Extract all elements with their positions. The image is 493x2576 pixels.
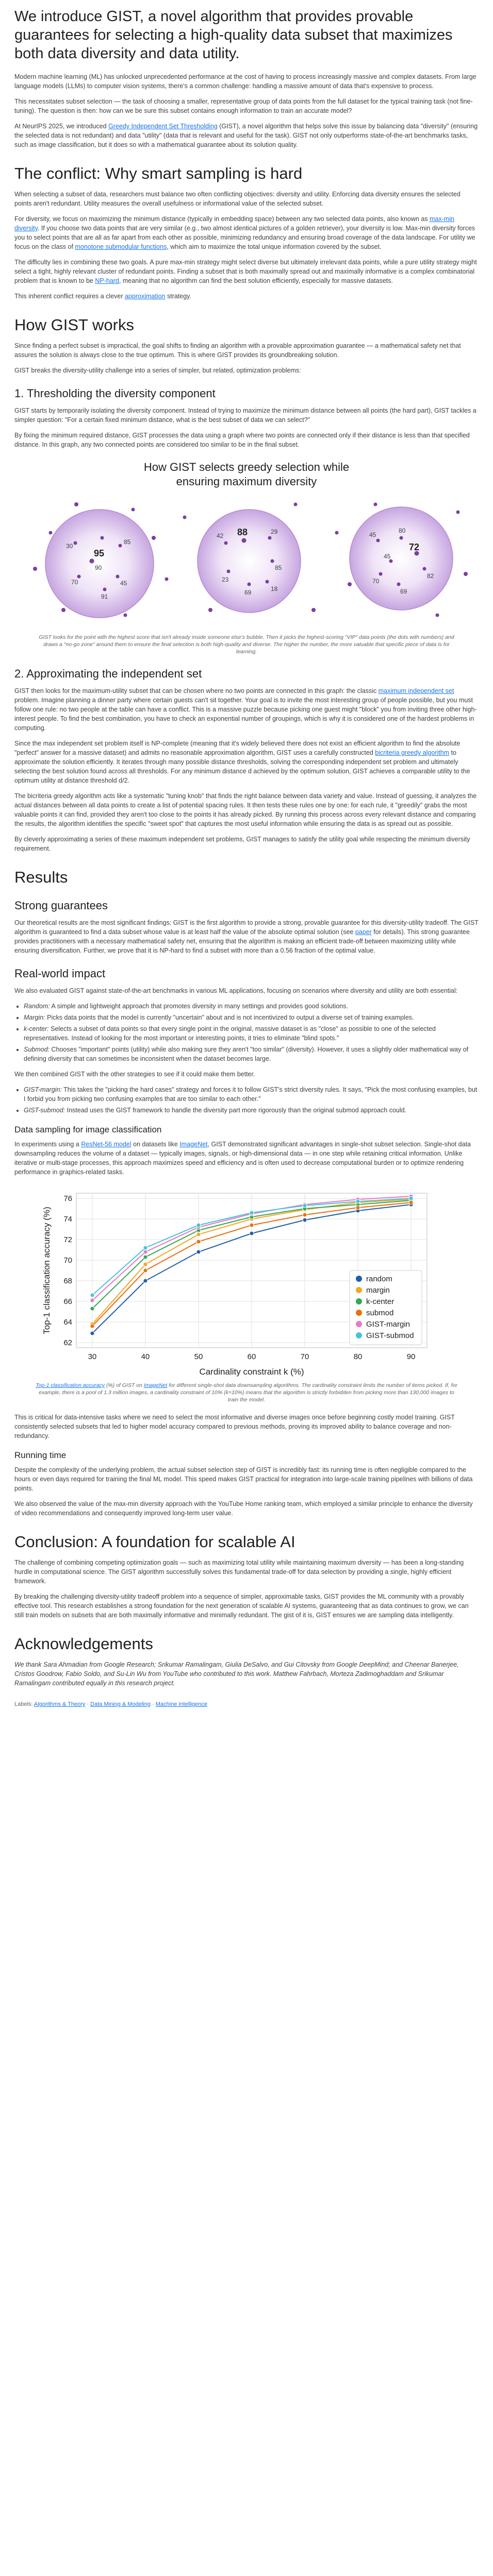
- selection-circle-1: [45, 510, 154, 618]
- legend-marker: [356, 1332, 362, 1338]
- score-label: 69: [244, 589, 252, 596]
- conflict-paragraph-4: [14, 292, 479, 301]
- top1-accuracy-link[interactable]: Top-1 classification accuracy: [36, 1382, 105, 1388]
- how-paragraph-1: Since finding a perfect subset is impractical, the goal shifts to finding an algorithm with a provable approximation guarantee — a mathematical safety net that assures the solution is always close to the true optimum. This is where GIST provides its groundbreaking solution.: [14, 342, 461, 359]
- x-tick-label: 50: [194, 1352, 203, 1361]
- score-label: 45: [120, 580, 127, 587]
- gist-selection-figure: [14, 455, 479, 655]
- gist-paper-link[interactable]: Greedy Independent Set Thresholding: [108, 123, 218, 130]
- figure-title-line-1: How GIST selects greedy selection while: [143, 461, 350, 473]
- image-classification-paragraph-2: This is critical for data-intensive tasks where we need to select the most informative and diverse images once before beginning costly model training. GIST consistently selected subsets that led to higher model accuracy compared to previous methods, proving its improved ability to balance coverage and non-redundancy.: [14, 1414, 455, 1439]
- submodular-functions-link[interactable]: monotone submodular functions: [75, 243, 167, 250]
- x-tick-label: 70: [300, 1352, 309, 1361]
- real-world-heading: Real-world impact: [14, 967, 106, 980]
- legend-label: k-center: [366, 1297, 395, 1306]
- how-paragraph-2: GIST breaks the diversity-utility challenge into a series of simpler, but related, optimization problems:: [14, 367, 301, 374]
- running-time-heading: Running time: [14, 1450, 67, 1460]
- score-label: 82: [427, 572, 434, 580]
- page-title: We introduce GIST, a novel algorithm that provides provable guarantees for selecting a high-quality data subset that maximizes both data diversity and data utility.: [14, 8, 453, 62]
- article: [14, 0, 479, 1728]
- score-label: 30: [66, 543, 73, 550]
- list-term: GIST-submod:: [24, 1107, 65, 1114]
- data-point: [90, 1307, 94, 1311]
- conflict-heading: The conflict: Why smart sampling is hard: [14, 164, 303, 182]
- bicriteria-greedy-link[interactable]: bicriteria greedy algorithm: [375, 749, 450, 756]
- legend-marker: [356, 1287, 362, 1293]
- score-label: 18: [271, 585, 278, 592]
- text-span: Our theoretical results are the most significant findings: GIST is the first algorithm to provide a strong, provable guarantee for this diversity-utility tradeoff. The GIST algorithm is guaranteed to find a data subset whose value is at least half the value of the absolute optimal solution (see: [14, 919, 479, 936]
- x-tick-label: 80: [353, 1352, 363, 1361]
- conclusion-paragraph-2: By breaking the challenging diversity-utility tradeoff problem into a sequence of simpler, approximable tasks, GIST provides the ML community with a provably effective tool. This research establishes a strong foundation for the next generation of scalable AI systems, guaranteeing that as data continues to grow, we can still train models on subsets that are both maximally informative and minimally redundant. The gist of it is, GIST ensures we are sampling data intelligently.: [14, 1593, 469, 1619]
- legend-marker: [356, 1276, 362, 1282]
- conclusion-paragraph-1: The challenge of combining competing optimization goals — such as maximizing total utility while maintaining maximum diversity — has been a long-standing hurdle in computational science. The GIST algorithm successfully solves this fundamental trade-off for data selection by providing a single, highly efficient framework.: [14, 1559, 464, 1585]
- list-term: Submod:: [24, 1046, 50, 1053]
- text-span: In experiments using a: [14, 1141, 81, 1148]
- text-span: for different single-shot data downsampling algorithms. The cardinality constraint limits the number of items picked. If, for example, there is a pool of 1.3 million images, a cardinality constraint of 10% (k=10%) means that the algorithm is strictly forbidden from picking more than 130,000 images to train the model.: [39, 1382, 457, 1403]
- accuracy-line-chart: [14, 1183, 479, 1379]
- legend-label: GIST-margin: [366, 1320, 410, 1329]
- data-point: [409, 1196, 413, 1200]
- score-label: 95: [94, 548, 105, 558]
- label-separator: ·: [150, 1701, 156, 1707]
- list-term: Random:: [24, 1003, 50, 1010]
- real-world-paragraph-1: We also evaluated GIST against state-of-the-art benchmarks in various ML applications, focusing on scenarios where diversity and utility are both essential:: [14, 987, 458, 994]
- step1-paragraph-2: By fixing the minimum required distance, GIST processes the data using a graph where two points are connected only if their distance is less than that specified distance. In this graph, any two connected points are considered too similar to be in the final subset.: [14, 432, 470, 448]
- x-tick-label: 90: [406, 1352, 416, 1361]
- running-time-paragraph-2: We also observed the value of the max-min diversity approach with the YouTube Home ranking team, which employed a similar principle to enhance the diversity of video recommendations and consequently improved long-term user value.: [14, 1500, 473, 1517]
- data-point: [143, 1246, 147, 1250]
- approximation-link[interactable]: approximation: [124, 293, 166, 300]
- x-tick-label: 30: [88, 1352, 97, 1361]
- gist-circles-illustration: [14, 455, 479, 631]
- list-text: Selects a subset of data points so that every single point in the original, massive dataset is as "close" as possible to one of the selected representatives. Instead of looking for the most important or interesting points, it tries to eliminate "blind spots.": [24, 1025, 436, 1042]
- intro-paragraph-1: Modern machine learning (ML) has unlocked unprecedented performance at the cost of having to process increasingly massive and complex datasets. From large language models (LLMs) to computer vision systems, there's a common challenge: handling a massive amount of data that's expensive to process.: [14, 73, 476, 90]
- score-label: 85: [275, 564, 282, 571]
- list-text: Picks data points that the model is currently "uncertain" about and is not incentivized to output a diverse set of training examples.: [45, 1014, 414, 1021]
- label-separator: ·: [85, 1701, 91, 1707]
- legend-label: submod: [366, 1309, 394, 1317]
- y-tick-label: 72: [63, 1235, 72, 1244]
- data-point: [409, 1200, 413, 1205]
- score-label: 88: [237, 527, 248, 537]
- text-span: GIST then looks for the maximum-utility subset that can be chosen where no two points are connected in this graph: the classic: [14, 687, 379, 694]
- resnet-link[interactable]: ResNet-56 model: [81, 1141, 132, 1148]
- data-point: [90, 1324, 94, 1328]
- accuracy-chart-figure: [14, 1183, 479, 1403]
- list-item: [24, 1106, 479, 1115]
- list-item: [24, 1013, 479, 1022]
- legend-marker: [356, 1321, 362, 1327]
- y-tick-label: 64: [63, 1318, 72, 1327]
- list-item: [24, 1045, 479, 1063]
- x-tick-label: 60: [247, 1352, 256, 1361]
- step1-heading: 1. Thresholding the diversity component: [14, 387, 216, 400]
- data-point: [250, 1211, 254, 1215]
- text-span: This inherent conflict requires a clever: [14, 293, 125, 300]
- data-point: [90, 1331, 94, 1335]
- text-span: strategy.: [165, 293, 191, 300]
- imagenet-link[interactable]: ImageNet: [179, 1141, 208, 1148]
- y-tick-label: 74: [63, 1215, 72, 1224]
- figure1-caption: GIST looks for the point with the highest score that isn't already inside someone else's bubble. Then it picks the highest-scoring "VIP" data points (the dots with numbers) and draws a "no-go zone" around them to ensure the final selection is both high-quality and diverse. The higher the number, the more valuable that specific piece of data is for learning.: [39, 634, 454, 655]
- score-label: 45: [384, 553, 391, 560]
- baseline-list: [14, 1002, 479, 1063]
- score-label: 85: [124, 538, 131, 546]
- running-time-paragraph-1: Despite the complexity of the underlying problem, the actual subset selection step of GIST is incredibly fast: its running time is often negligible compared to the hours or even days required for training the final ML model. This speed makes GIST practical for integration into large-scale training pipelines with billions of data points.: [14, 1466, 473, 1492]
- y-tick-label: 66: [63, 1297, 72, 1306]
- figure-title-line-2: ensuring maximum diversity: [176, 475, 317, 488]
- max-independent-set-link[interactable]: maximum independent set: [378, 687, 454, 694]
- data-point: [143, 1262, 147, 1266]
- y-tick-label: 62: [63, 1338, 72, 1347]
- data-point: [250, 1223, 254, 1227]
- np-hard-link[interactable]: NP-hard: [95, 277, 119, 284]
- legend-label: random: [366, 1275, 392, 1283]
- x-tick-label: 40: [141, 1352, 150, 1361]
- list-text: Chooses "important" points (utility) while also making sure they aren't "too similar" (diversity). However, it uses a slightly older mathematical way of defining diversity that can sometimes be inconsistent when the dataset becomes large.: [24, 1046, 469, 1062]
- legend-marker: [356, 1310, 362, 1316]
- strong-guarantees-heading: Strong guarantees: [14, 899, 108, 912]
- score-label: 69: [400, 588, 407, 595]
- data-point: [143, 1268, 147, 1273]
- text-span: Since the max independent set problem itself is NP-complete (meaning that it's widely believed there does not exist an efficient algorithm to find the absolute "perfect" answer for a massive dataset) and admits no reasonable approximation algorithm, GIST uses a carefully constructed: [14, 740, 461, 756]
- data-point: [196, 1250, 201, 1254]
- legend-label: margin: [366, 1286, 390, 1295]
- conflict-paragraph-1: When selecting a subset of data, researchers must balance two often conflicting objectives: diversity and utility. Enforcing data diversity ensures the selected points aren't redundant. Utility measures the overall usefulness or informational value of the selected subset.: [14, 191, 461, 207]
- text-span: for details). This strong guarantee provides practitioners with a necessary mathematical safety net, ensuring that the algorithm is making an efficient trade-off between maximizing utility while ensuring diversification. Further, we prove that it is NP-hard to find a subset with more than a 0.56 fraction of the optimal value.: [14, 928, 470, 954]
- y-tick-label: 68: [63, 1277, 72, 1285]
- list-item: [24, 1085, 479, 1104]
- y-axis-label: Top-1 classification accuracy (%): [42, 1207, 52, 1334]
- max-min-diversity-link[interactable]: max-min diversity: [14, 215, 454, 232]
- how-heading: How GIST works: [14, 316, 134, 334]
- text-span: The difficulty lies in combining these two goals. A pure max-min strategy might select diverse but ultimately irrelevant data points, while a pure utility strategy might select a tight, highly relevant cluster of redundant points. Finding a subset that is both maximally spread out and maximally informative is a complex combinatorial problem that is known to be: [14, 259, 477, 284]
- text-span: on datasets like: [131, 1141, 180, 1148]
- data-point: [196, 1223, 201, 1227]
- data-point: [90, 1298, 94, 1302]
- text-span: to approximate the solution efficiently. It iterates through many possible distance thresholds, solving the corresponding independent set problem and ultimately selecting the best solution found across all thresholds. For any minimum distance d achieved by the optimum solution, GIST achieves a comparable utility to the optimum utility at distance threshold d/2.: [14, 749, 470, 784]
- y-tick-label: 70: [63, 1256, 72, 1265]
- y-tick-label: 76: [63, 1194, 72, 1203]
- step2-heading: 2. Approximating the independent set: [14, 667, 202, 680]
- selection-circle-2: [198, 510, 301, 613]
- data-point: [143, 1279, 147, 1283]
- data-point: [143, 1255, 147, 1259]
- chart-legend: [350, 1270, 422, 1345]
- score-label: 23: [222, 576, 229, 583]
- labels-prefix: Labels:: [14, 1701, 34, 1707]
- score-label: 91: [101, 593, 108, 600]
- score-label: 42: [217, 532, 224, 539]
- labels-row: [14, 1701, 479, 1707]
- list-term: GIST-margin:: [24, 1086, 62, 1093]
- image-classification-heading: Data sampling for image classification: [14, 1125, 162, 1134]
- text-span: At NeurIPS 2025, we introduced: [14, 123, 109, 130]
- data-point: [250, 1231, 254, 1235]
- data-point: [303, 1204, 307, 1208]
- data-point: [90, 1293, 94, 1297]
- legend-marker: [356, 1298, 362, 1304]
- list-text: A simple and lightweight approach that promotes diversity in many settings and provides good solutions.: [50, 1003, 348, 1010]
- label-link[interactable]: Machine Intelligence: [155, 1701, 208, 1707]
- data-point: [303, 1218, 307, 1222]
- data-point: [196, 1232, 201, 1236]
- real-world-paragraph-2: We then combined GIST with the other strategies to see if it could make them better.: [14, 1071, 255, 1078]
- list-term: Margin:: [24, 1014, 45, 1021]
- conclusion-heading: Conclusion: A foundation for scalable AI: [14, 1533, 295, 1551]
- text-span: problem. Imagine planning a dinner party where certain guests can't sit together. Your goal is to invite the most interesting group of people possible, but you must follow one rule: no two people at the table can have a conflict. This is a massive puzzle because picking one guest might "block" you from inviting three other high-interest people. To find the best combination, you have to check an exponential number of groupings, which is why it is considered one of the hardest problems in computing.: [14, 697, 477, 732]
- list-term: k-center:: [24, 1025, 49, 1032]
- step2-paragraph-2: [14, 739, 479, 785]
- list-text: Instead uses the GIST framework to handle the diversity part more rigorously than the original submod approach could.: [65, 1107, 407, 1114]
- legend-label: GIST-submod: [366, 1331, 414, 1340]
- label-link[interactable]: Data Mining & Modeling: [90, 1701, 151, 1707]
- text-span: (GIST), a novel algorithm that helps solve this issue by balancing data "diversity" (ensuring the selected data is not redundant) and data "utility" (data that is relevant and useful for the task). GIST not only outperforms state-of-the-art benchmarks tasks, such as image classification, but it does so with a mathematical guarantee about its solution quality.: [14, 123, 478, 148]
- acknowledgements-paragraph: We thank Sara Ahmadian from Google Research; Srikumar Ramalingam, Giulia DeSalvo, and Gui Citovsky from Google DeepMind; and Cheenar Banerjee, Cristos Goodrow, Fabio Soldo, and Su-Lin Wu from YouTube who contributed to this work. Matthew Fahrbach, Morteza Zadimoghaddam and Srikumar Ramalingam contributed equally in this research project.: [14, 1661, 459, 1687]
- list-item: [24, 1024, 479, 1043]
- text-span: (%) of GIST on: [104, 1382, 144, 1388]
- list-text: This takes the "picking the hard cases" strategy and forces it to follow GIST's strict diversity rules. It says, "Pick the most confusing examples, but I forbid you from picking two confusing examples that are too similar to each other.": [24, 1086, 478, 1103]
- data-point: [196, 1240, 201, 1244]
- step1-paragraph-1: GIST starts by temporarily isolating the diversity component. Instead of trying to maximize the minimum distance between all points (the hard part), GIST tackles a simpler question: "For a certain fixed minimum distance, what is the best subset of data we can select?": [14, 407, 476, 423]
- score-label: 80: [399, 527, 406, 534]
- score-label: 90: [95, 564, 102, 571]
- step2-paragraph-3: The bicriteria greedy algorithm acts like a systematic "tuning knob" that finds the right balance between data variety and value. Instead of guessing, it analyzes the actual distances between all data points to create a list of potential spacing rules. It then tests these rules one by one: for each rule, it "greedily" grabs the most valuable points it can find, provided they aren't too close to the points it has already picked. By running this process across every relevant distance and comparing the results, the algorithm identifies the specific "sweet spot" that captures the most useful information while ensuring the data is as spread out as possible.: [14, 792, 477, 827]
- paper-link[interactable]: paper: [355, 928, 372, 936]
- chart-caption: [35, 1382, 458, 1403]
- data-point: [143, 1250, 147, 1254]
- imagenet-caption-link[interactable]: ImageNet: [143, 1382, 168, 1388]
- data-point: [303, 1213, 307, 1217]
- score-label: 29: [271, 528, 278, 535]
- results-heading: Results: [14, 868, 68, 886]
- text-span: For diversity, we focus on maximizing the minimum distance (typically in embedding space) between any two selected data points, also known as: [14, 215, 430, 223]
- text-span: , meaning that no algorithm can find the best solution efficiently, especially for massive datasets.: [119, 277, 393, 284]
- label-link[interactable]: Algorithms & Theory: [34, 1701, 86, 1707]
- step2-paragraph-4: By cleverly approximating a series of these maximum independent set problems, GIST manages to satisfy the utility goal while respecting the minimum diversity requirement.: [14, 836, 470, 852]
- step2-paragraph-1: [14, 686, 479, 733]
- text-span: , GIST demonstrated significant advantages in single-shot subset selection. Single-shot data downsampling reduces the volume of a dataset — typically images, signals, or high-dimensional data — in one step while retaining critical information. Unlike iterative or multi-stage processes, this approach maximizes speed and efficiency and is often used to decrease computational burden or to optimize rendering performance in graphics-related tasks.: [14, 1141, 471, 1176]
- score-label: 72: [409, 542, 420, 552]
- image-classification-paragraph-1: [14, 1140, 479, 1177]
- text-span: . If you choose two data points that are very similar (e.g., two almost identical pictures of a golden retriever), your diversity is low. Max-min diversity forces you to select points that are all as far apart from each other as possible, minimizing redundancy and ensuring broad coverage of the data landscape. For utility we focus on the class of: [14, 225, 475, 250]
- selection-circle-3: [350, 507, 453, 610]
- acknowledgements-heading: Acknowledgements: [14, 1635, 153, 1653]
- conflict-paragraph-3: [14, 258, 479, 285]
- intro-paragraph-2: This necessitates subset selection — the task of choosing a smaller, representative group of data points from the full dataset for the typical training task (not fine-tuning). The question is then: how can we be sure this subset contains enough information to train an accurate model?: [14, 98, 473, 114]
- score-label: 70: [372, 578, 380, 585]
- x-axis-label: Cardinality constraint k (%): [199, 1367, 304, 1377]
- conflict-paragraph-2: [14, 214, 479, 251]
- score-label: 45: [369, 531, 376, 538]
- list-item: [24, 1002, 479, 1011]
- gist-variant-list: [14, 1085, 479, 1115]
- data-point: [356, 1199, 360, 1204]
- intro-paragraph-3: [14, 122, 479, 149]
- data-point: [356, 1206, 360, 1210]
- score-label: 70: [71, 579, 78, 586]
- text-span: , which aim to maximize the total unique information covered by the subset.: [167, 243, 382, 250]
- strong-guarantees-paragraph: [14, 918, 479, 955]
